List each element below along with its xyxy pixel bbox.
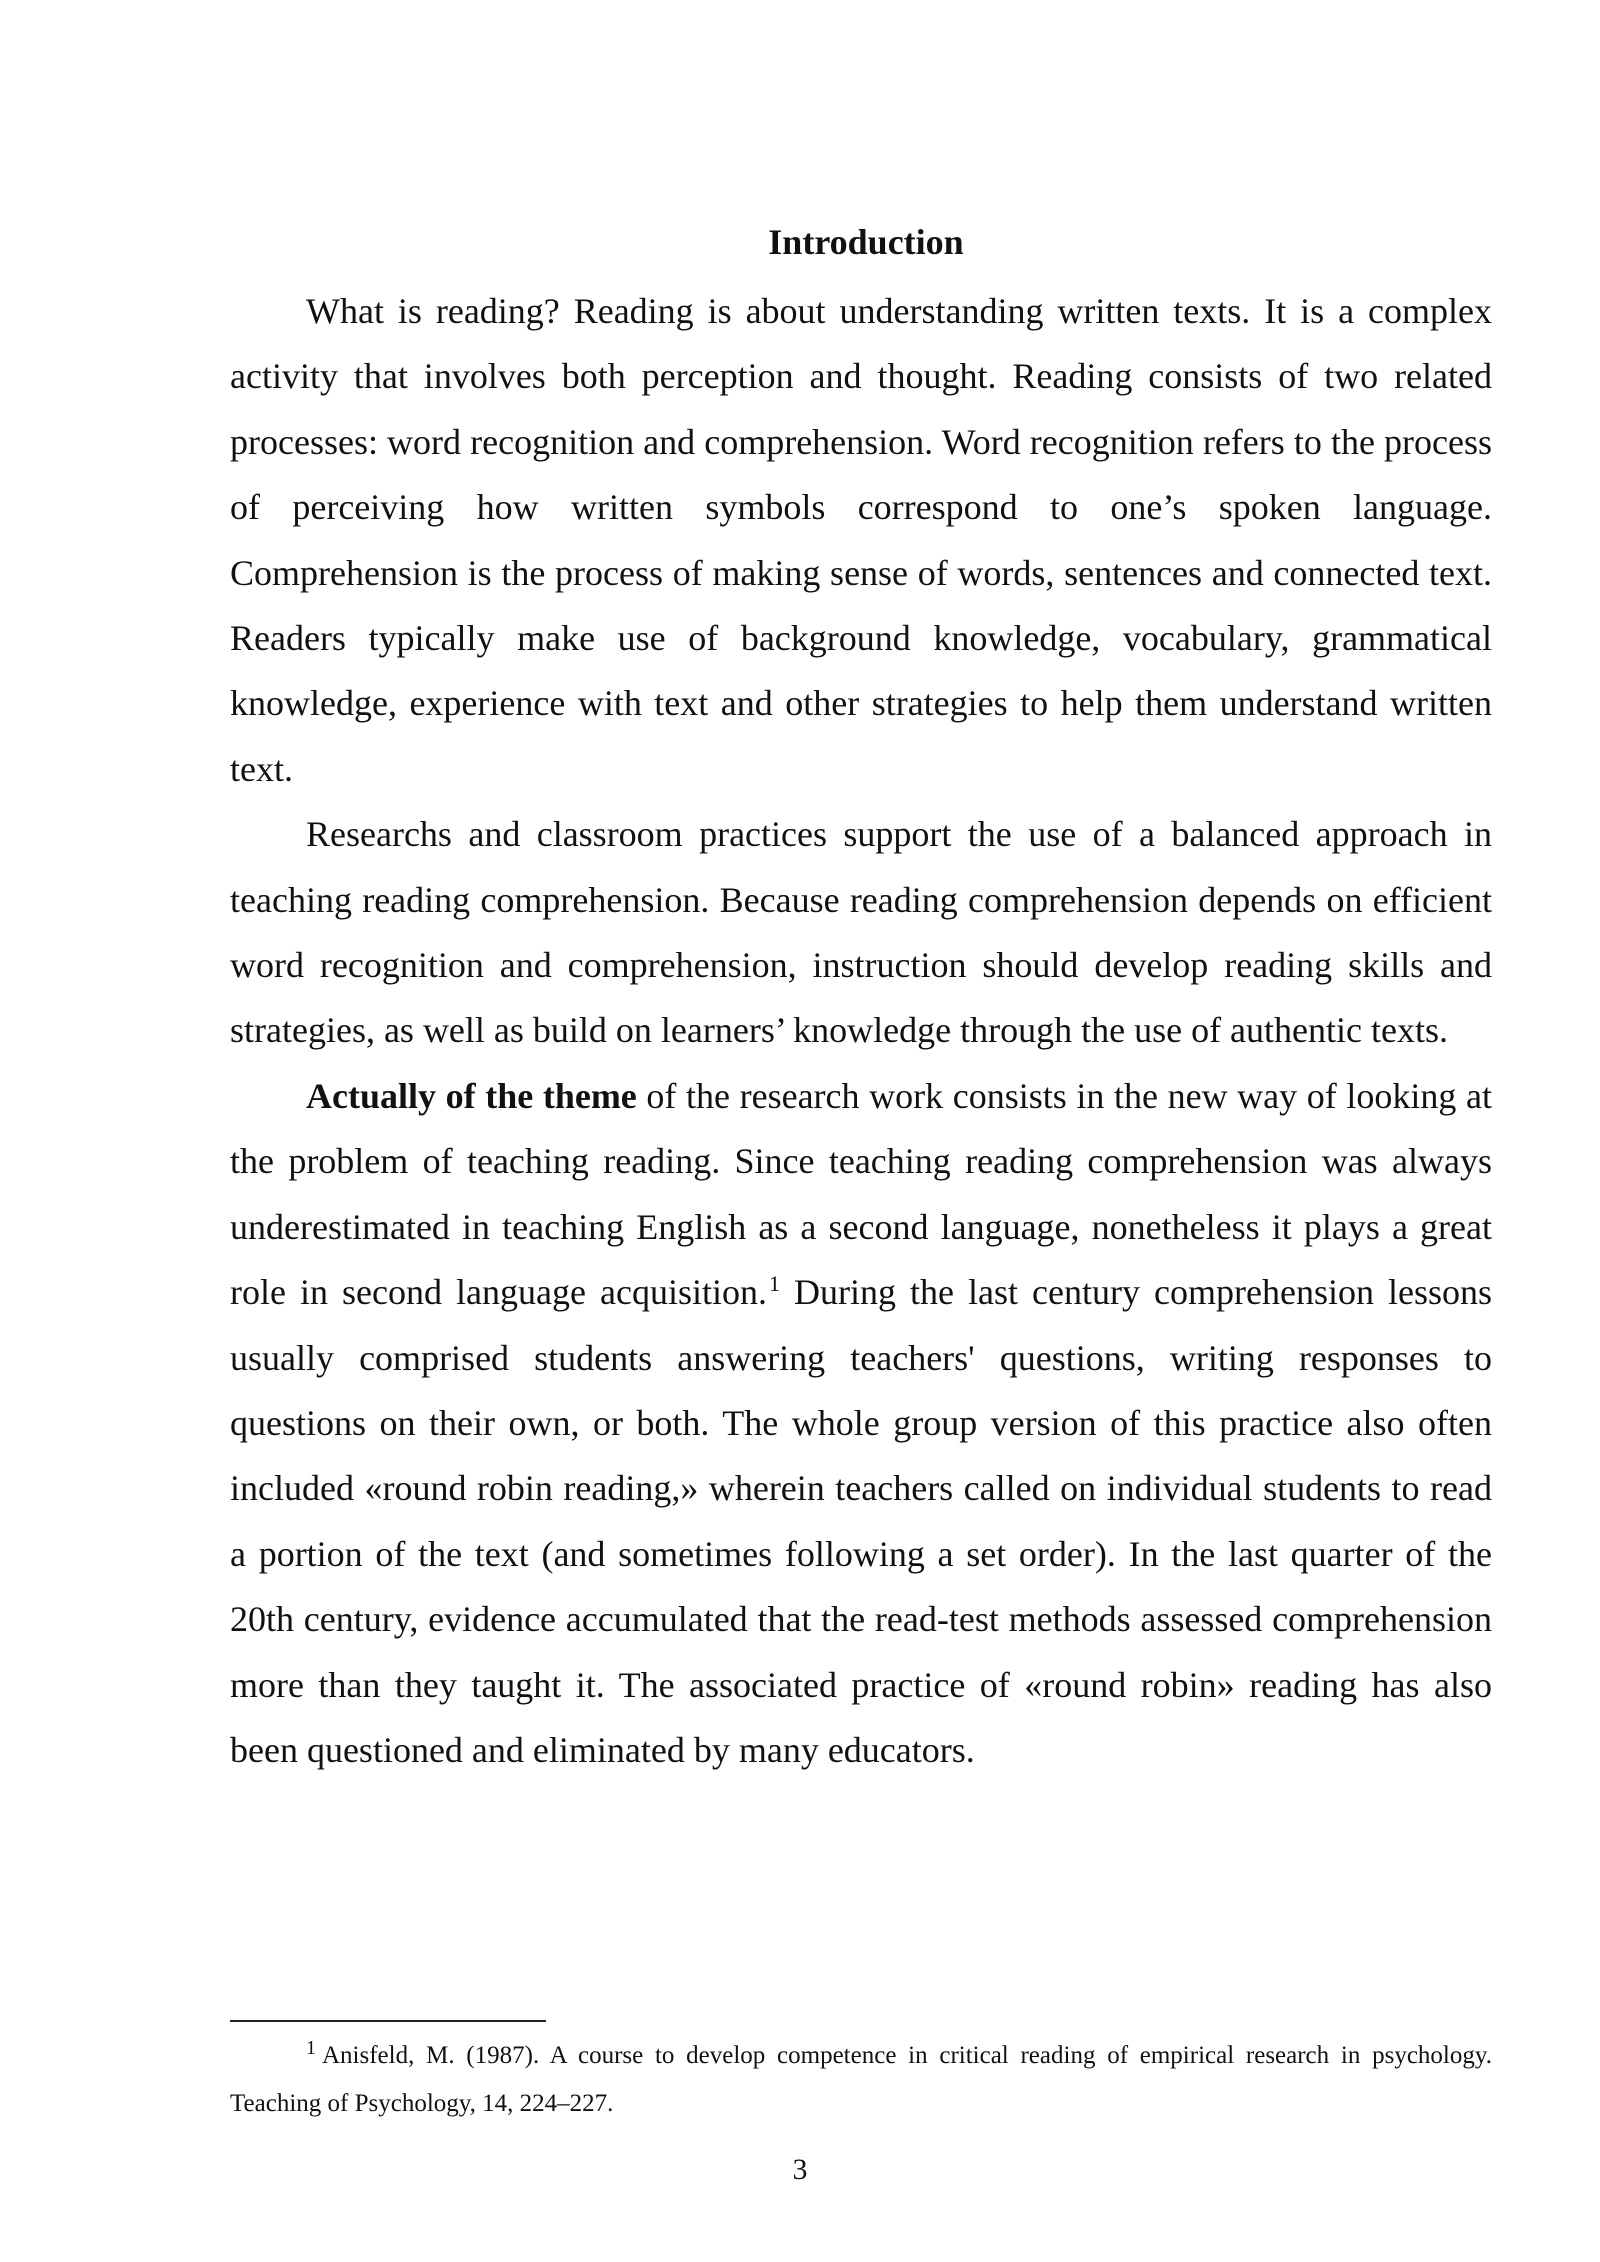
footnote-divider bbox=[230, 2020, 546, 2022]
footnote-number: 1 bbox=[306, 2036, 316, 2059]
paragraph-3-text-after-note: During the last century comprehension lessons usually comprised students answering teachers' questions, writing responses to questions on their own, or both. The whole group version of this practice also often included «round robin reading,» wherein teachers called on individual students to read a portion of the text (and sometimes following a set order). In the last quarter of the 20th century, evidence accumulated that the read-test methods assessed comprehension more than they taught it. The associated practice of «round robin» reading has also been questioned and eliminated by many educators. bbox=[230, 1272, 1492, 1770]
footnote-text: Anisfeld, M. (1987). A course to develop competence in critical reading of empirical research in psychology. Teaching of Psychology, 14, 224–227. bbox=[230, 2042, 1492, 2117]
section-title: Introduction bbox=[768, 222, 964, 262]
paragraph-2: Researchs and classroom practices support the use of a balanced approach in teaching reading comprehension. Because reading comprehension depends on efficient word recognition and comprehension, instruction should develop reading skills and strategies, as well as build on learners’ knowledge through the use of authentic texts. bbox=[230, 814, 1492, 1051]
footnote bbox=[230, 2032, 1492, 2128]
page-number: 3 bbox=[792, 2153, 808, 2186]
paragraph-1: What is reading? Reading is about understanding written texts. It is a complex activity that involves both perception and thought. Reading consists of two related processes: word recognition and comprehension. Word recognition refers to the process of perceiving how written symbols correspond to one’s spoken language. Comprehension is the process of making sense of words, sentences and connected text. Readers typically make use of background knowledge, vocabulary, grammatical knowledge, experience with text and other strategies to help them understand written text. bbox=[230, 291, 1492, 789]
bold-lead-phrase: Actually of the theme bbox=[306, 1075, 637, 1116]
body-text bbox=[230, 216, 1492, 1783]
footnote-reference[interactable]: 1 bbox=[768, 1271, 780, 1297]
paragraph-3-text-before-note: of the research work consists in the new way of looking at the problem of teaching reading. Since teaching reading comprehension was always underestimated in teaching English as a second language, nonetheless it plays a great role in second language acquisition. bbox=[230, 1075, 1492, 1313]
paragraph-3 bbox=[230, 1064, 1492, 1783]
